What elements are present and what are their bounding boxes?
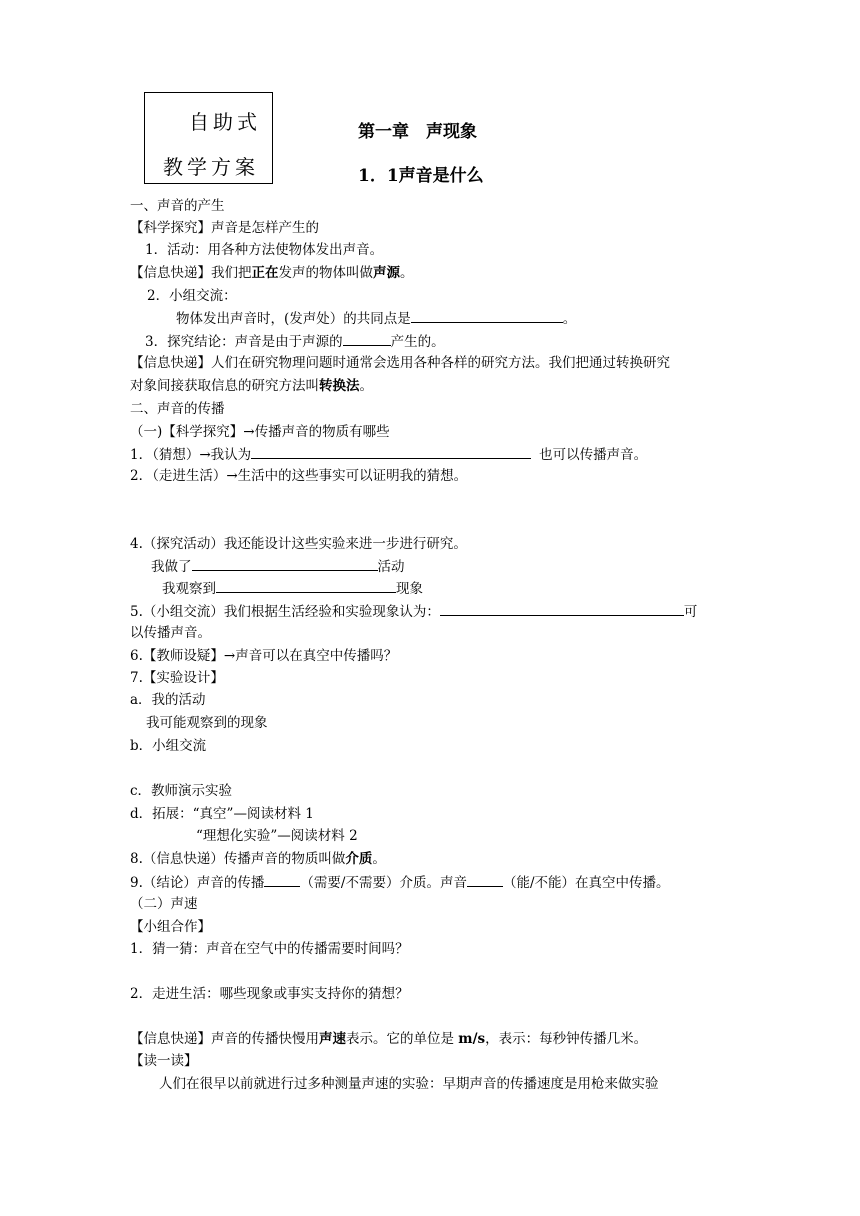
chapter-title: 第一章 声现象	[358, 122, 477, 142]
section-title: 1．1声音是什么	[358, 166, 484, 186]
extension-line-2: “理想化实验”—阅读材料 2	[196, 828, 358, 844]
guess-line: 1．（猜想）→我认为 也可以传播声音。	[130, 447, 648, 463]
medium-info-line: 8.（信息快递）传播声音的物质叫做介质。	[130, 851, 386, 867]
answer-blank[interactable]	[440, 603, 684, 616]
answer-blank[interactable]	[264, 874, 300, 887]
propagation-inquiry-heading: （一)【科学探究】→传播声音的物质有哪些	[130, 424, 390, 440]
box-label-line1: 自助式	[189, 110, 261, 134]
sound-speed-info-line: 【信息快递】声音的传播快慢用声速表示。它的单位是 m/s，表示：每秒钟传播几米。	[130, 1031, 648, 1047]
inquiry-conclusion-line: 3．探究结论：声音是由于声源的 产生的。	[145, 334, 445, 350]
life-evidence-line: 2．（走进生活）→生活中的这些事实可以证明我的猜想。	[130, 468, 468, 484]
info-express-sound-source: 【信息快递】我们把正在发声的物体叫做声源。	[130, 265, 414, 281]
teacher-demo-line: c．教师演示实验	[130, 783, 233, 799]
answer-blank[interactable]	[411, 310, 563, 323]
explore-activity-line: 4.（探究活动）我还能设计这些实验来进一步进行研究。	[130, 536, 467, 552]
group-cooperation-heading: 【小组合作】	[130, 919, 211, 935]
box-label-line2: 教学方案	[163, 155, 259, 179]
experiment-design-heading: 7.【实验设计】	[130, 670, 224, 686]
possible-phenomenon-line: 我可能观察到的现象	[146, 715, 268, 731]
activity-line: 1．活动：用各种方法使物体发出声音。	[145, 242, 384, 258]
conversion-method-line: 对象间接获取信息的研究方法叫转换法。	[130, 378, 373, 394]
did-activity-line: 我做了 活动	[151, 559, 405, 575]
answer-blank[interactable]	[192, 558, 378, 571]
answer-blank[interactable]	[216, 580, 396, 593]
life-question-line: 2．走进生活：哪些现象或事实支持你的猜想？	[130, 986, 409, 1002]
reading-paragraph: 人们在很早以前就进行过多种测量声速的实验：早期声音的传播速度是用枪来做实验	[159, 1076, 659, 1092]
heading-sound-propagation: 二、声音的传播	[130, 401, 225, 417]
group-conclusion-line: 5.（小组交流）我们根据生活经验和实验现象认为： 可	[130, 604, 698, 620]
science-inquiry-heading: 【科学探究】声音是怎样产生的	[130, 220, 319, 236]
propagation-conclusion-line: 9.（结论）声音的传播 （需要/不需要）介质。声音 （能/不能）在真空中传播。	[130, 875, 670, 891]
group-conclusion-cont: 以传播声音。	[130, 625, 211, 641]
label-box	[144, 92, 273, 184]
answer-blank[interactable]	[251, 446, 531, 459]
guess-question-line: 1．猜一猜：声音在空气中的传播需要时间吗？	[130, 941, 409, 957]
answer-blank[interactable]	[343, 333, 391, 346]
answer-blank[interactable]	[467, 874, 503, 887]
sound-speed-heading: （二）声速	[130, 896, 198, 912]
group-discussion-line: 2．小组交流：	[147, 288, 237, 304]
group-exchange-line: b．小组交流	[130, 738, 207, 754]
extension-line: d．拓展：“真空”—阅读材料 1	[130, 806, 314, 822]
heading-sound-production: 一、声音的产生	[130, 198, 225, 214]
reading-heading: 【读一读】	[130, 1053, 198, 1069]
my-activity-line: a．我的活动	[130, 692, 206, 708]
common-feature-line: 物体发出声音时，(发声处）的共同点是 。	[176, 311, 577, 327]
teacher-question-line: 6.【教师设疑】→声音可以在真空中传播吗？	[130, 648, 398, 664]
info-express-research-method: 【信息快递】人们在研究物理问题时通常会选用各种各样的研究方法。我们把通过转换研究	[130, 355, 670, 371]
observed-line: 我观察到 现象	[162, 581, 423, 597]
